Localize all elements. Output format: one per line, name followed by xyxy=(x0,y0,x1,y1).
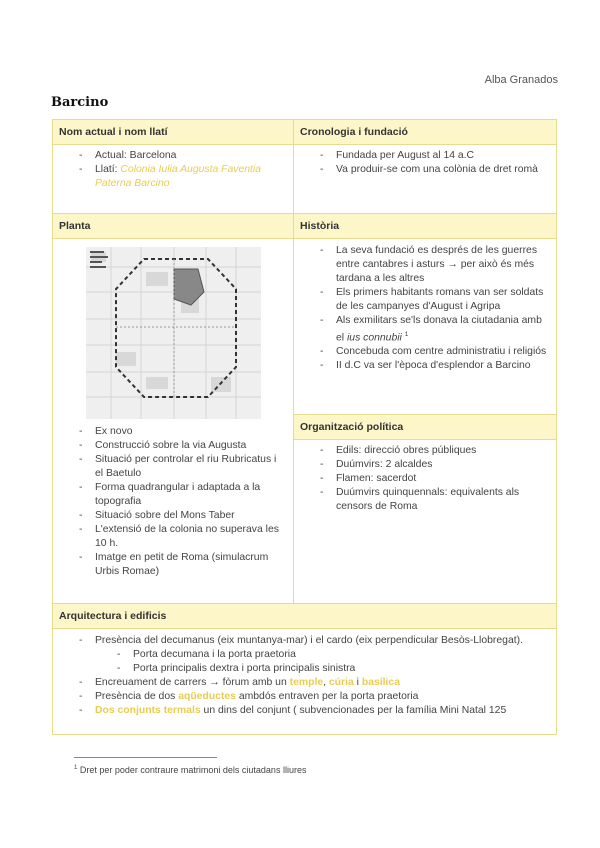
list-item: - Ex novo xyxy=(53,425,287,439)
info-table xyxy=(52,119,557,735)
list-item: - Duúmvirs: 2 alcaldes xyxy=(294,458,550,472)
list-subitem: - Porta principalis dextra i porta principalis sinistra xyxy=(53,662,550,676)
planta-header: Planta xyxy=(53,214,294,239)
author-name: Alba Granados xyxy=(484,74,558,86)
organitzacio-cell xyxy=(294,440,557,604)
list-item: - Va produir-se com una colònia de dret romà xyxy=(294,163,550,177)
list-item: - Actual: Barcelona xyxy=(53,149,287,163)
historia-cell xyxy=(294,239,557,415)
list-item: - L'extensió de la colonia no superava les 10 h. xyxy=(53,523,287,551)
list-item: - Flamen: sacerdot xyxy=(294,472,550,486)
list-item: - Encreuament de carrers → fòrum amb un temple, cúria i basílica xyxy=(53,676,550,690)
planta-cell xyxy=(53,239,294,604)
list-subitem: - Porta decumana i la porta praetoria xyxy=(53,648,550,662)
list-item: - Llatí: Colonia Iulia Augusta Faventia Paterna Barcino xyxy=(53,163,287,191)
organitzacio-header: Organització política xyxy=(294,415,557,440)
footnote-ref[interactable]: 1 xyxy=(404,331,409,338)
list-item: - Presència del decumanus (eix muntanya-mar) i el cardo (eix perpendicular Besòs-Llobregat). xyxy=(53,634,550,648)
crono-header: Cronologia i fundació xyxy=(294,120,557,145)
list-item: - Dos conjunts termals un dins del conjunt ( subvencionades per la família Mini Natal 125 xyxy=(53,704,550,718)
arquitectura-header: Arquitectura i edificis xyxy=(53,604,557,629)
list-item: - Els primers habitants romans van ser soldats de les campanyes d'August i Agripa xyxy=(294,286,550,314)
historia-header: Història xyxy=(294,214,557,239)
list-item: - Edils: direcció obres públiques xyxy=(294,444,550,458)
city-plan-map xyxy=(86,247,261,419)
list-item: - Construcció sobre la via Augusta xyxy=(53,439,287,453)
list-item: - Situació per controlar el riu Rubricatus i el Baetulo xyxy=(53,453,287,481)
footnote-divider xyxy=(74,757,217,758)
footnote: $^1$ Dret per poder contraure matrimoni dels ciutadans lliures xyxy=(74,765,307,775)
arquitectura-cell xyxy=(53,629,557,735)
nom-cell xyxy=(53,145,294,214)
latin-name: Colonia Iulia Augusta Faventia xyxy=(120,164,261,175)
crono-cell xyxy=(294,145,557,214)
list-item: - Als exmilitars se'ls donava la ciutadania amb el ius connubii $^1$ xyxy=(294,314,550,345)
page-title: Barcino xyxy=(51,95,109,110)
list-item: - II d.C va ser l'època d'esplendor a Barcino xyxy=(294,359,550,373)
list-item: - Fundada per August al 14 a.C xyxy=(294,149,550,163)
nom-header: Nom actual i nom llatí xyxy=(53,120,294,145)
list-item: - Duúmvirs quinquennals: equivalents als censors de Roma xyxy=(294,486,550,514)
list-item: - La seva fundació es després de les guerres entre cantabres i asturs → per això és més tardana a les altres xyxy=(294,244,550,286)
list-item: - Concebuda com centre administratiu i religiós xyxy=(294,345,550,359)
list-item: - Imatge en petit de Roma (simulacrum Urbis Romae) xyxy=(53,551,287,579)
list-item: - Situació sobre del Mons Taber xyxy=(53,509,287,523)
list-item: - Forma quadrangular i adaptada a la topografia xyxy=(53,481,287,509)
list-item: - Presència de dos aqüeductes ambdós entraven per la porta praetoria xyxy=(53,690,550,704)
latin-name-cont: Paterna Barcino xyxy=(95,178,170,189)
